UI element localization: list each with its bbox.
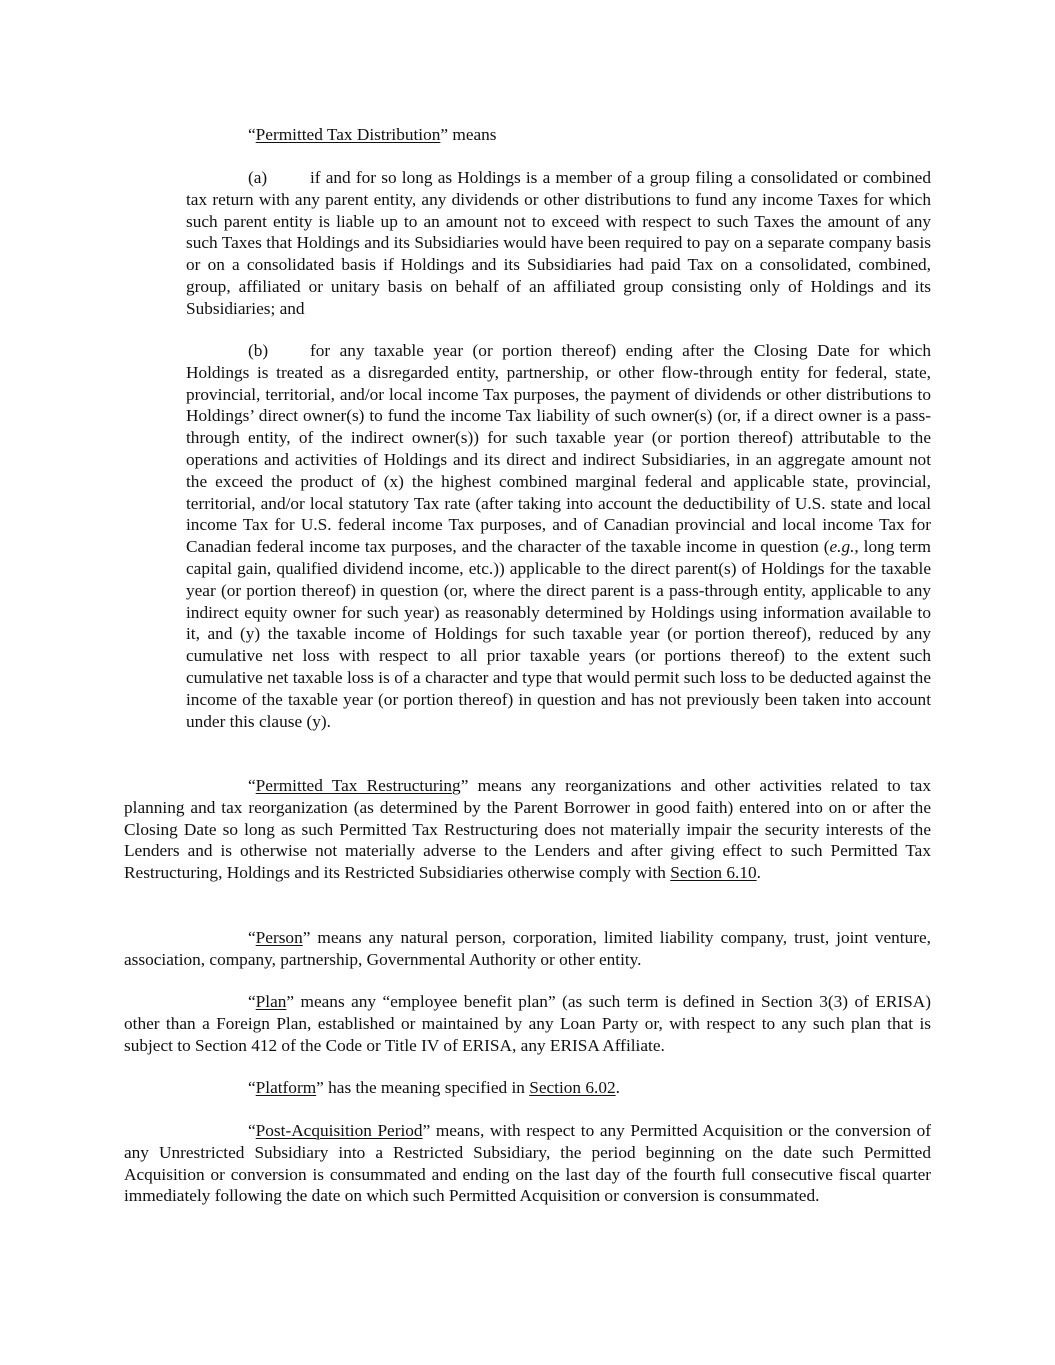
defined-term: Person [255,928,303,947]
definition-post-acquisition-period: “Post-Acquisition Period” means, with respect to any Permitted Acquisition or the conversion of any Unrestricted Subsidiary into a Restricted Subsidiary, the period beginning on the date such Permitted Acquisition or conversion is consummated and ending on the last day of the fourth full consecutive fiscal quarter immediately following the date on which such Permitted Acquisition or conversion is consummated. [124,1121,931,1206]
defined-term: Permitted Tax Distribution [255,125,441,144]
section-reference: Section 6.02 [529,1078,616,1097]
clause-text-continued: , long term capital gain, qualified dividend income, etc.)) applicable to the direct parent(s) of Holdings for the taxable year (or portion thereof) in question (or, where the direct parent is a pass-through entity, applicable to any indirect equity owner for such year) as reasonably determined by Holdings using information available to it, and (y) the taxable income of Holdings for such taxable year (or portion thereof), reduced by any cumulative net loss with respect to all prior taxable years (or portions thereof) to the extent such cumulative net taxable loss is of a character and type that would permit such loss to be deducted against the income of the taxable year (or portion thereof) in question and has not previously been taken into account under this clause (y). [186,537,931,731]
clause-text: if and for so long as Holdings is a member of a group filing a consolidated or combined tax return with any parent entity, any dividends or other distributions to fund any income Taxes for which such parent entity is liable up to an amount not to exceed with respect to such Taxes the amount of any such Taxes that Holdings and its Subsidiaries would have been required to pay on a separate company basis or on a consolidated basis if Holdings and its Subsidiaries had paid Tax on a consolidated, combined, group, affiliated or unitary basis on behalf of an affiliated group consisting only of Holdings and its Subsidiaries; and [186,168,931,318]
defined-term: Permitted Tax Restructuring [255,776,461,795]
definition-plan: “Plan” means any “employee benefit plan” (as such term is defined in Section 3(3) of ERISA) other than a Foreign Plan, established or maintained by any Loan Party or, with respect to any such plan that is subject to Section 412 of the Code or Title IV of ERISA, any ERISA Affiliate. [124,992,931,1055]
defined-term: Platform [255,1078,317,1097]
clause-b [186,340,931,732]
clause-label: (b) [248,341,269,360]
clause-a [186,167,931,320]
definition-person: “Person” means any natural person, corporation, limited liability company, trust, joint venture, association, company, partnership, Governmental Authority or other entity. [124,928,931,969]
clause-text: for any taxable year (or portion thereof) ending after the Closing Date for which Holdings is treated as a disregarded entity, partnership, or other flow-through entity for federal, state, provincial, territorial, and/or local income Tax purposes, the payment of dividends or other distributions to Holdings’ direct owner(s) to fund the income Tax liability of such owner(s) (or, if a direct owner is a pass-through entity, of the indirect owner(s)) for such taxable year (or portion thereof) attributable to the operations and activities of Holdings and its direct and indirect Subsidiaries, in an aggregate amount not the exceed the product of (x) the highest combined marginal federal and applicable state, provincial, territorial, and/or local statutory Tax rate (after taking into account the deductibility of U.S. state and local income Tax for U.S. federal income Tax purposes, and of Canadian provincial and local income Tax for Canadian federal income tax purposes, and the character of the taxable income in question ( [186,341,931,557]
definition-permitted-tax-restructuring: “Permitted Tax Restructuring” means any reorganizations and other activities related to tax planning and tax reorganization (as determined by the Parent Borrower in good faith) entered into on or after the Closing Date so long as such Permitted Tax Restructuring does not materially impair the security interests of the Lenders and is otherwise not materially adverse to the Lenders and after giving effect to such Permitted Tax Restructuring, Holdings and its Restricted Subsidiaries otherwise comply with Section 6.10. [124,776,931,883]
section-reference: Section 6.10 [670,863,757,883]
defined-term: Plan [255,992,287,1011]
definition-platform: “Platform” has the meaning specified in Section 6.02. [248,1078,620,1097]
emphasis-text: e.g. [829,537,855,557]
defined-term: Post-Acquisition Period [255,1121,423,1140]
definition-permitted-tax-distribution-heading: “Permitted Tax Distribution” means [248,125,497,144]
clause-label: (a) [248,168,268,187]
